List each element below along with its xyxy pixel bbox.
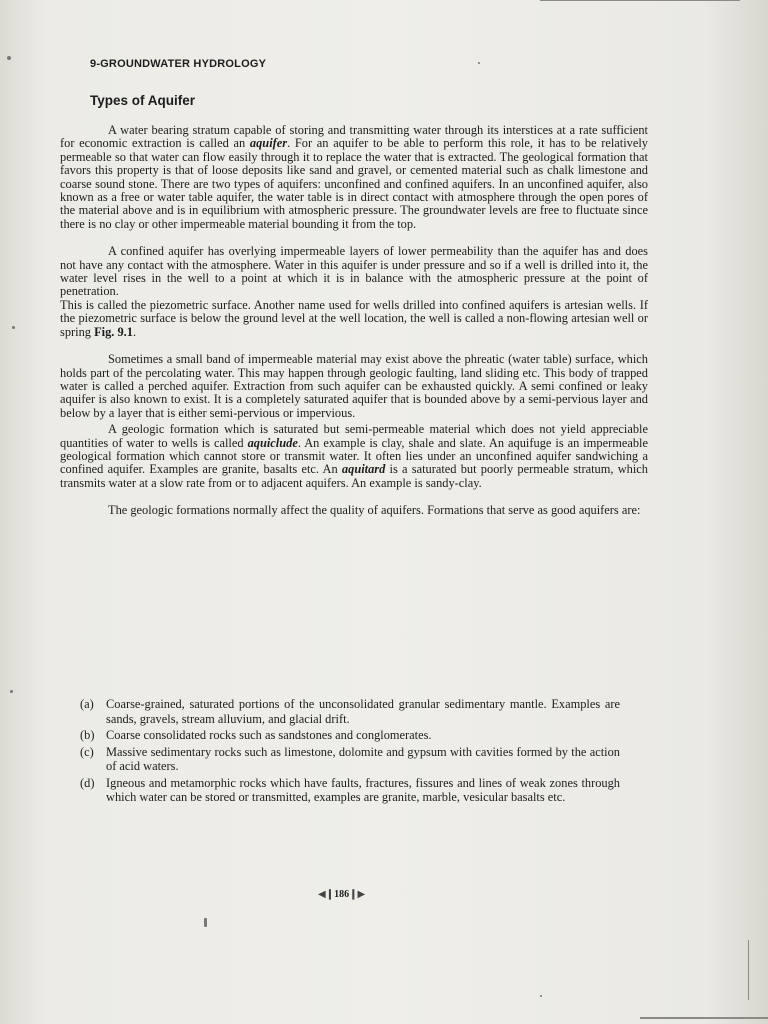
right-ornament-icon: ❙▶ bbox=[349, 889, 366, 900]
list-item bbox=[80, 697, 620, 726]
list-item bbox=[80, 745, 620, 774]
speck bbox=[12, 326, 15, 329]
paragraph-aquifer: A water bearing stratum capable of storing and transmitting water through its interstices at a rate sufficient for economic extraction is called an aquifer. For an aquifer to be able to perform this role, it has to be relatively permeable so that water can flow easily through it to replace the water that is extracted. The geological formation that favors this property is that of loose deposits like sand and gravel, or cemented material such as chalk limestone and coarse sound stone. There are two types of aquifers: unconfined and confined aquifers. In an unconfined aquifer, also known as a free or water table aquifer, the water table is in direct contact with atmosphere through the open pores of the material above and is in equilibrium with atmospheric pressure. The groundwater levels are free to fluctuate since there is no clay or other impermeable material bounding it from the top. bbox=[60, 123, 648, 231]
list-item bbox=[80, 728, 620, 743]
term-aquiclude: aquiclude bbox=[247, 435, 298, 450]
term-aquifer: aquifer bbox=[249, 136, 288, 151]
list-marker: (c) bbox=[80, 744, 94, 759]
term-aquitard: aquitard bbox=[341, 462, 386, 477]
paragraph-piezometric: This is called the piezometric surface. Another name used for wells drilled into confined aquifers is artesian wells. If the piezometric surface is below the ground level at the well location, the well is called a non-flowing artesian well or spring Fig. 9.1. bbox=[60, 297, 648, 339]
speck bbox=[204, 918, 207, 927]
list-text: Massive sedimentary rocks such as limestone, dolomite and gypsum with cavities formed by the action of acid waters. bbox=[106, 744, 620, 773]
speck bbox=[540, 995, 542, 997]
body-text bbox=[60, 124, 648, 518]
figure-reference: Fig. 9.1 bbox=[94, 324, 133, 339]
right-edge-mark bbox=[748, 940, 749, 1000]
list-text: Coarse consolidated rocks such as sandstones and conglomerates. bbox=[106, 728, 432, 742]
list-marker: (d) bbox=[80, 775, 95, 790]
paragraph-aquiclude: A geologic formation which is saturated but semi-permeable material which does not yield appreciable quantities of water to wells is called aquiclude. An example is clay, shale and slate. An aquifuge is an impermeable geological formation which cannot store or transmit water. It often lies under an unconfined aquifer sandwiching a confined aquifer. Examples are granite, basalts etc. An aquitard is a saturated but poorly permeable stratum, which transmits water at a slow rate from or to adjacent aquifers. An example is sandy-clay. bbox=[60, 422, 648, 490]
paragraph-formations: The geologic formations normally affect the quality of aquifers. Formations that serve as good aquifers are: bbox=[108, 503, 641, 518]
page-number: ◀❙186❙▶ bbox=[318, 889, 366, 900]
bottom-edge-mark bbox=[640, 1017, 768, 1019]
list-item bbox=[80, 776, 620, 805]
aquifer-formations-list bbox=[80, 697, 620, 807]
running-head: 9-GROUNDWATER HYDROLOGY bbox=[90, 58, 267, 70]
speck bbox=[478, 62, 480, 64]
left-ornament-icon: ◀❙ bbox=[318, 889, 335, 900]
paragraph-perched: Sometimes a small band of impermeable material may exist above the phreatic (water table) surface, which holds part of the percolating water. This may happen through geologic faulting, land sliding etc. This body of trapped water is called a perched aquifer. Extraction from such aquifer can be exhausted quickly. A semi confined or leaky aquifer is also known to exist. It is a completely saturated aquifer that is bounded above by a semi-pervious layer and below by a layer that is either semi-pervious or impervious. bbox=[60, 352, 648, 420]
list-marker: (b) bbox=[80, 728, 95, 742]
paragraph-confined: A confined aquifer has overlying impermeable layers of lower permeability than the aquifer has and does not have any contact with the atmosphere. Water in this aquifer is under pressure and so if a well is drilled into it, the water level rises in the well to a point at which it is in balance with the atmospheric pressure at the point of penetration. bbox=[60, 244, 648, 299]
top-edge-mark bbox=[540, 0, 740, 1]
list-text: Coarse-grained, saturated portions of the unconsolidated granular sedimentary mantle. Examples are sands, gravels, stream alluvium, and glacial drift. bbox=[106, 697, 620, 726]
list-text: Igneous and metamorphic rocks which have faults, fractures, fissures and lines of weak zones through which water can be stored or transmitted, examples are granite, marble, vesicular basalts etc. bbox=[106, 775, 620, 804]
list-marker: (a) bbox=[80, 697, 94, 711]
speck bbox=[7, 56, 11, 60]
section-title: Types of Aquifer bbox=[90, 93, 196, 108]
speck bbox=[10, 690, 13, 693]
